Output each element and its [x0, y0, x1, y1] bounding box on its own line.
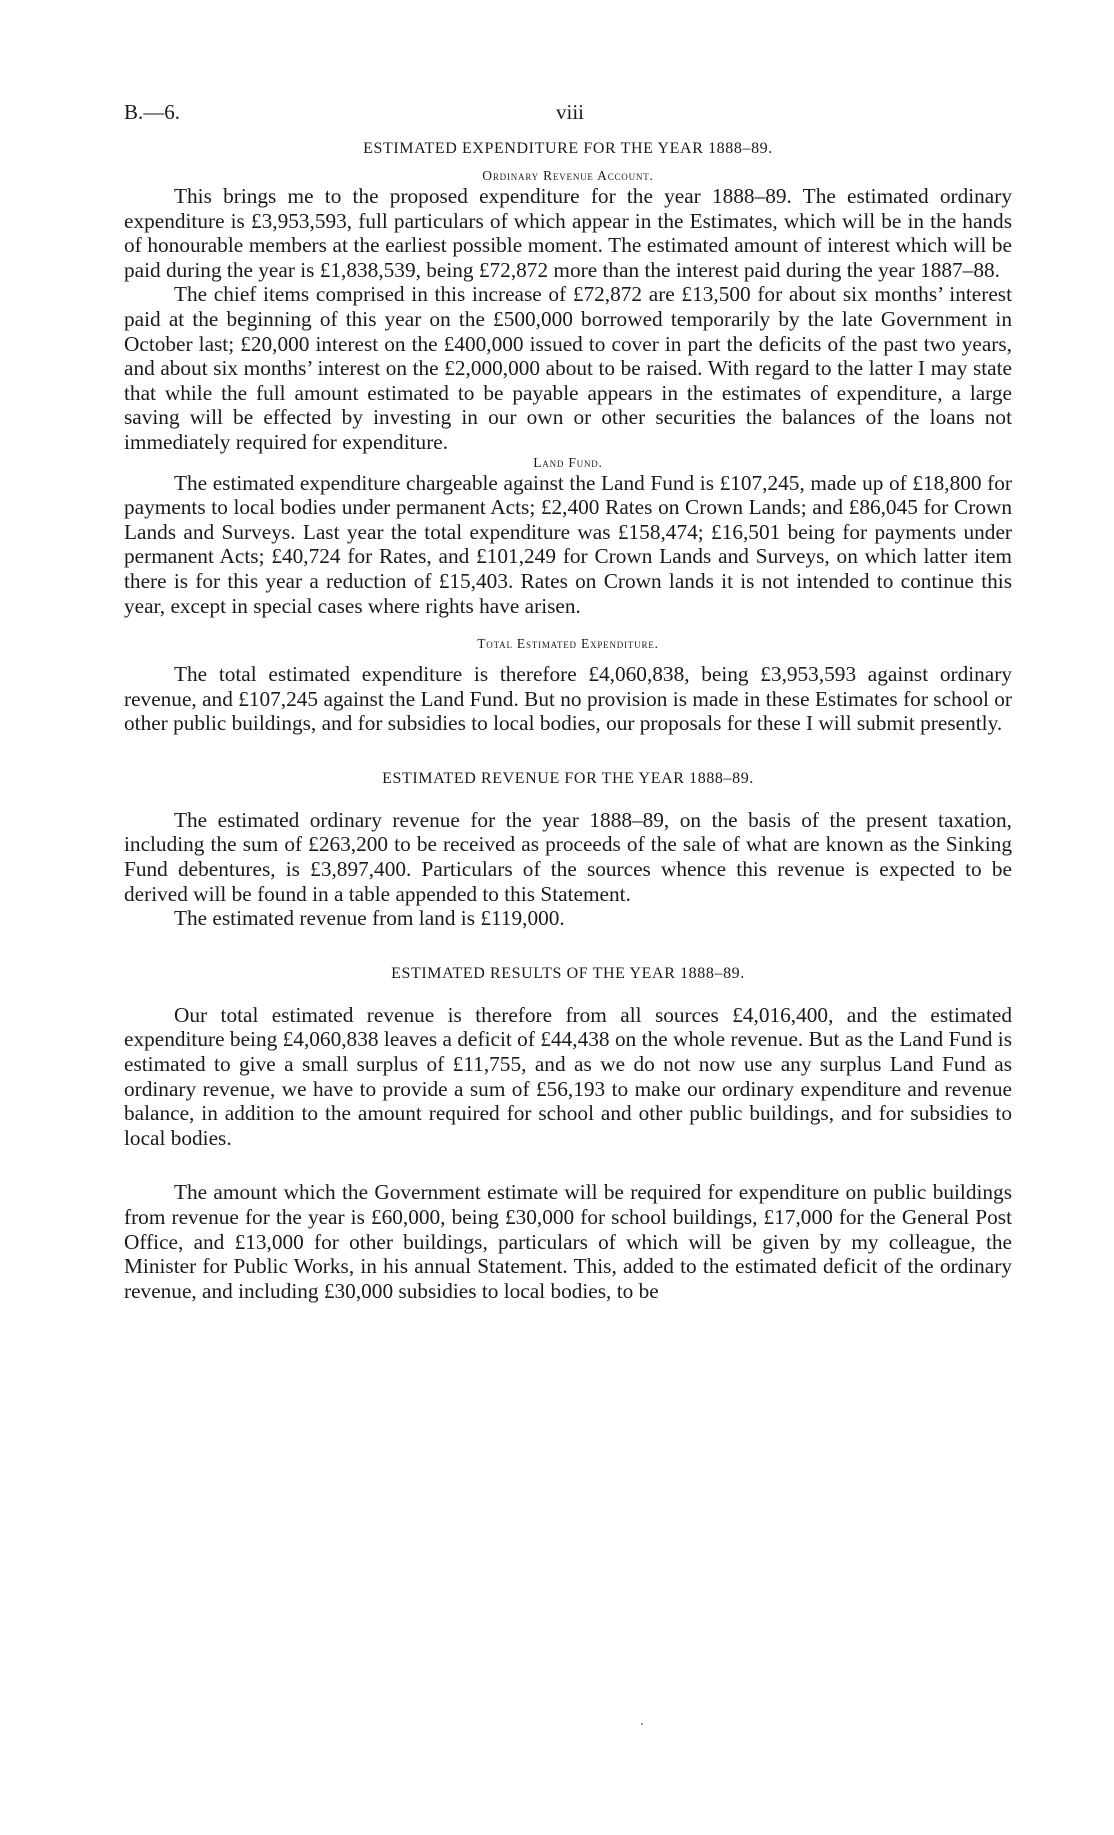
expenditure-paragraph-2: The chief items comprised in this increase of £72,872 are £13,500 for about six months’ interest paid at the beginning of this year on the £500,000 borrowed temporarily by the late Government in October last; £20,000 interest on the £400,000 issued to cover in part the deficits of the past two years, and about six months’ interest on the £2,000,000 about to be raised. With regard to the latter I may state that while the full amount estimated to be payable appears in the estimates of expenditure, a large saving will be effected by investing in our own or other securities the balances of the loans not immediately required for expenditure.	[124, 282, 1012, 454]
expenditure-section-title: ESTIMATED EXPENDITURE FOR THE YEAR 1888–89.	[363, 140, 773, 157]
revenue-paragraph-1: The estimated ordinary revenue for the year 1888–89, on the basis of the present taxation, including the sum of £263,200 to be received as proceeds of the sale of what are known as the Sinking Fund debentures, is £3,897,400. Particulars of the sources whence this revenue is expected to be derived will be found in a table appended to this Statement.	[124, 807, 1012, 906]
page-number: viii	[556, 100, 585, 124]
page-speck	[641, 1723, 643, 1725]
revenue-paragraph-2: The estimated revenue from land is £119,000.	[174, 906, 565, 931]
total-expenditure-heading: Total Estimated Expenditure.	[477, 636, 659, 652]
running-header	[124, 100, 1004, 128]
results-paragraph-1: Our total estimated revenue is therefore from all sources £4,016,400, and the estimated expenditure being £4,060,838 leaves a deficit of £44,438 on the whole revenue. But as the Land Fund is estimated to give a small surplus of £11,755, and as we do not now use any surplus Land Fund as ordinary revenue, we have to provide a sum of £56,193 to make our ordinary expenditure and revenue balance, in addition to the amount required for school and other public buildings, and for subsidies to local bodies.	[124, 1002, 1012, 1150]
results-paragraph-2: The amount which the Government estimate will be required for expenditure on public buildings from revenue for the year is £60,000, being £30,000 for school buildings, £17,000 for the General Post Office, and £13,000 for other buildings, particulars of which will be given by my colleague, the Minister for Public Works, in his annual Statement. This, added to the estimated deficit of the ordinary revenue, and including £30,000 subsidies to local bodies, to be	[124, 1180, 1012, 1303]
document-reference: B.—6.	[124, 100, 181, 124]
land-fund-heading: Land Fund.	[533, 454, 603, 470]
total-expenditure-paragraph: The total estimated expenditure is therefore £4,060,838, being £3,953,593 against ordinary revenue, and £107,245 against the Land Fund. But no provision is made in these Estimates for school or other public buildings, and for subsidies to local bodies, our proposals for these I will submit presently.	[124, 662, 1012, 736]
page-body	[124, 140, 1012, 1303]
land-fund-paragraph: The estimated expenditure chargeable against the Land Fund is £107,245, made up of £18,800 for payments to local bodies under permanent Acts; £2,400 Rates on Crown Lands; and £86,045 for Crown Lands and Surveys. Last year the total expenditure was £158,474; £16,501 being for payments under permanent Acts; £40,724 for Rates, and £101,249 for Crown Lands and Surveys, on which latter item there is for this year a reduction of £15,403. Rates on Crown lands it is not intended to continue this year, except in special cases where rights have arisen.	[124, 470, 1012, 618]
ordinary-revenue-heading: Ordinary Revenue Account.	[482, 168, 654, 183]
results-section-title: ESTIMATED RESULTS OF THE YEAR 1888–89.	[391, 964, 745, 982]
expenditure-paragraph-1: This brings me to the proposed expenditure for the year 1888–89. The estimated ordinary expenditure is £3,953,593, full particulars of which appear in the Estimates, which will be in the hands of honourable members at the earliest possible moment. The estimated amount of interest which will be paid during the year is £1,838,539, being £72,872 more than the interest paid during the year 1887–88.	[124, 184, 1012, 282]
revenue-section-title: ESTIMATED REVENUE FOR THE YEAR 1888–89.	[382, 769, 754, 787]
